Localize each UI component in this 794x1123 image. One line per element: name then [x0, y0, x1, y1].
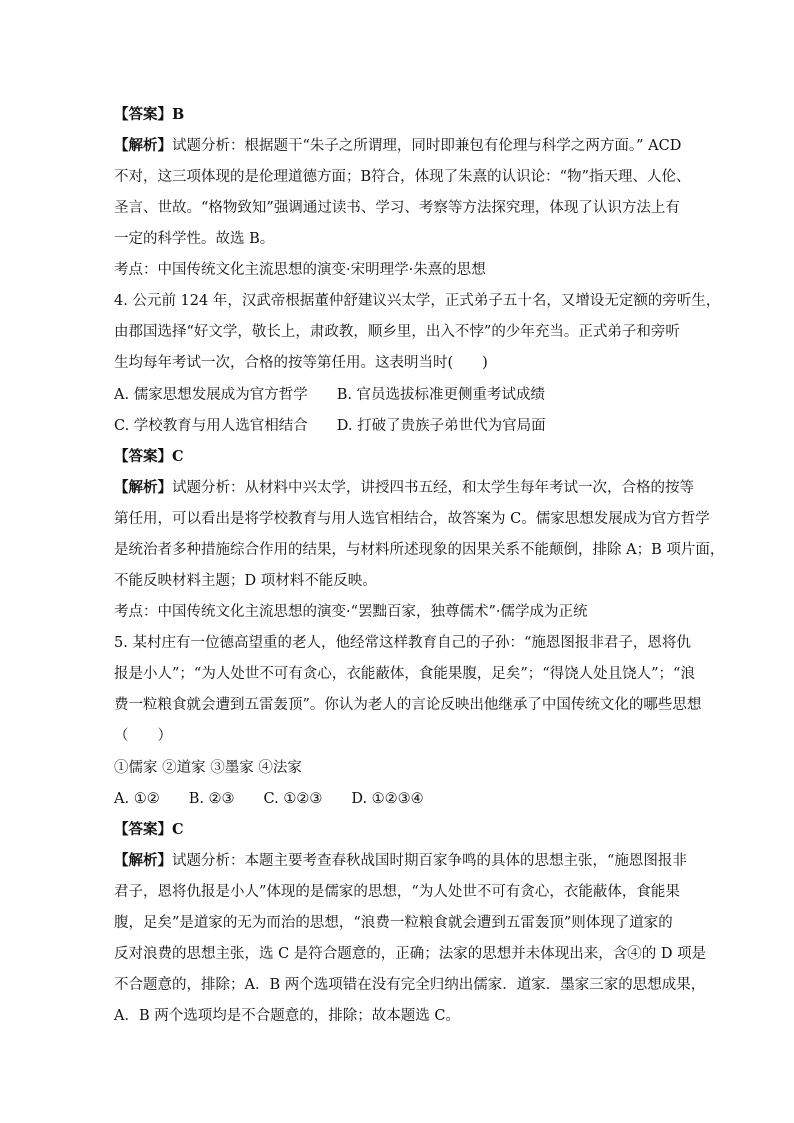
question-4-stem: 4. 公元前 124 年，汉武帝根据董仲舒建议兴太学，正式弟子五十名，又增设无定额的旁听生，	[114, 293, 721, 309]
analysis-line: 反对浪费的思想主张，选 C 是符合题意的，正确；法家的思想并未体现出来，含④的 D 项是	[114, 946, 707, 962]
answer-label-3: 【答案】C	[114, 821, 184, 838]
answer-label-1: 【答案】B	[114, 106, 185, 123]
analysis-line: 圣言、世故。“格物致知”强调通过读书、学习、考察等方法探究理，体现了认识方法上有	[114, 200, 680, 216]
analysis-line	[114, 136, 681, 156]
analysis-line: 腹，足矣”是道家的无为而治的思想，“浪费一粒粮食就会遭到五雷轰顶”则体现了道家的	[114, 915, 673, 931]
analysis-tag: 【解析】	[114, 852, 172, 869]
question-4-options: A. 儒家思想发展成为官方哲学 B. 官员选拔标准更侧重考试成绩	[114, 387, 546, 403]
analysis-line	[114, 478, 694, 498]
question-4-stem: 生均每年考试一次，合格的按等第任用。这表明当时( )	[114, 355, 488, 371]
analysis-text: 试题分析：根据题干“朱子之所谓理，同时即兼包有伦理与科学之两方面。” ACD	[172, 138, 682, 154]
analysis-line: A．B 两个选项均是不合题意的，排除；故本题选 C。	[114, 1008, 460, 1024]
analysis-line: 不合题意的，排除；A．B 两个选项错在没有完全归纳出儒家．道家．墨家三家的思想成果，	[114, 977, 706, 993]
question-5-stem: 费一粒粮食就会遭到五雷轰顶”。你认为老人的言论反映出他继承了中国传统文化的哪些思想	[114, 697, 702, 713]
exam-point: 考点：中国传统文化主流思想的演变·“罢黜百家，独尊儒术”·儒学成为正统	[114, 604, 588, 620]
analysis-tag: 【解析】	[114, 137, 172, 154]
analysis-line: 君子，恩将仇报是小人”体现的是儒家的思想，“为人处世不可有贪心，衣能蔽体，食能果	[114, 884, 680, 900]
question-5-stem: 5. 某村庄有一位德高望重的老人，他经常这样教育自己的子孙：“施恩图报非君子，恩将仇	[114, 635, 691, 651]
analysis-line: 不对，这三项体现的是伦理道德方面；B符合，体现了朱熹的认识论：“物”指天理、人伦、	[114, 169, 691, 185]
analysis-line: 一定的科学性。故选 B。	[114, 231, 275, 247]
answer-label-2: 【答案】C	[114, 448, 184, 465]
question-4-options: C. 学校教育与用人选官相结合 D. 打破了贵族子弟世代为官局面	[114, 418, 546, 434]
analysis-line	[114, 851, 687, 871]
question-5-stem: （ ）	[114, 728, 172, 744]
question-5-items: ①儒家 ②道家 ③墨家 ④法家	[114, 760, 302, 776]
question-4-stem: 由郡国选择“好文学，敬长上，肃政教，顺乡里，出入不悖”的少年充当。正式弟子和旁听	[114, 324, 680, 340]
analysis-line: 不能反映材料主题；D 项材料不能反映。	[114, 573, 377, 589]
analysis-line: 第任用，可以看出是将学校教育与用人选官相结合，故答案为 C。儒家思想发展成为官方哲学	[114, 511, 710, 527]
question-5-stem: 报是小人”；“为人处世不可有贪心，衣能蔽体，食能果腹，足矣”；“得饶人处且饶人”；“浪	[114, 666, 695, 682]
exam-point: 考点：中国传统文化主流思想的演变·宋明理学·朱熹的思想	[114, 262, 486, 278]
analysis-text: 试题分析：从材料中兴太学，讲授四书五经，和太学生每年考试一次，合格的按等	[172, 480, 694, 496]
analysis-text: 试题分析：本题主要考查春秋战国时期百家争鸣的具体的思想主张，“施恩图报非	[172, 853, 687, 869]
analysis-line: 是统治者多种措施综合作用的结果，与材料所述现象的因果关系不能颠倒，排除 A；B 项片面，	[114, 542, 725, 558]
question-5-options: A. ①② B. ②③ C. ①②③ D. ①②③④	[114, 791, 424, 807]
analysis-tag: 【解析】	[114, 479, 172, 496]
